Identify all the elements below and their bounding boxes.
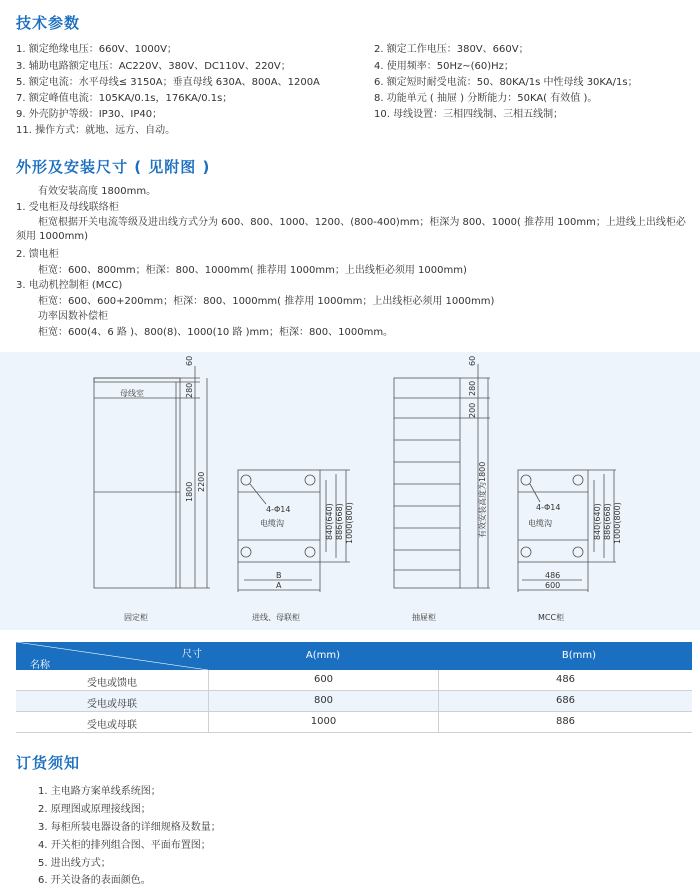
mcc-dim-886: 886(668) [603, 503, 612, 540]
table-row [16, 670, 692, 691]
mcc-dim-840: 840(640) [593, 503, 602, 540]
row-a: 600 [208, 670, 438, 691]
order-item: 6. 开关设备的表面颜色。 [38, 875, 151, 886]
order-item: 3. 每柜所装电器设备的详细规格及数量； [38, 822, 221, 833]
dim-60: 60 [185, 355, 194, 366]
mcc-heading: 3. 电动机控制柜 (MCC) [16, 280, 123, 291]
incoming-cabinet-heading: 1. 受电柜及母线联络柜 [16, 202, 119, 213]
param-3: 3. 辅助电路额定电压：AC220V、380V、DC110V、220V； [16, 61, 291, 72]
header-b: B(mm) [561, 650, 597, 661]
dimension-table [16, 642, 692, 733]
row-name: 受电或母联 [87, 699, 137, 710]
header-size: 尺寸 [182, 649, 202, 660]
row-a: 1000 [208, 712, 438, 733]
mcc-dim-486: 486 [545, 571, 561, 580]
row-b: 886 [438, 712, 692, 733]
pf-comp-heading: 功率因数补偿柜 [38, 311, 108, 322]
param-5: 5. 额定电流：水平母线≤ 3150A；垂直母线 630A、800A、1200A [16, 77, 320, 88]
row-name: 受电或馈电 [87, 678, 137, 689]
param-9: 9. 外壳防护等级：IP30、IP40； [16, 109, 163, 120]
section-title-ordering: 订货须知 [16, 754, 81, 772]
header-a: A(mm) [305, 650, 341, 661]
incoming-cabinet-drawing [238, 470, 354, 622]
dimension-drawings [0, 352, 700, 630]
mcc-dim-1000: 1000(800) [613, 502, 622, 544]
order-item: 4. 开关柜的排列组合图、平面布置图； [38, 840, 211, 851]
row-b: 686 [438, 691, 692, 712]
incoming-dim-A: A [276, 581, 282, 590]
row-name: 受电或母联 [87, 720, 137, 731]
dim-1800: 1800 [185, 481, 194, 502]
incoming-dim-B: B [276, 571, 282, 580]
drawer-cabinet-caption: 抽屉柜 [412, 613, 436, 622]
incoming-dim-1000: 1000(800) [345, 502, 354, 544]
param-7: 7. 额定峰值电流：105KA/0.1s，176KA/0.1s； [16, 93, 233, 104]
mcc-trench-label: 电缆沟 [528, 519, 552, 528]
fixed-cabinet-drawing [94, 356, 210, 622]
section-title-tech-params: 技术参数 [16, 14, 81, 32]
row-b: 486 [438, 670, 692, 691]
header-name: 名称 [30, 660, 50, 671]
drawer-dim-60: 60 [468, 355, 477, 366]
param-4: 4. 使用频率：50Hz~(60)Hz； [374, 61, 514, 72]
param-1: 1. 额定绝缘电压：660V、1000V； [16, 44, 177, 55]
table-header [16, 642, 692, 670]
feeder-desc: 柜宽：600、800mm；柜深：800、1000mm( 推荐用 1000mm；上出线柜必须用 1000mm) [38, 265, 467, 276]
dim-2200: 2200 [197, 471, 206, 492]
order-item: 2. 原理图或原理接线图； [38, 804, 151, 815]
mcc-cabinet-caption: MCC柜 [538, 613, 565, 622]
feeder-heading: 2. 馈电柜 [16, 249, 59, 260]
section-title-dimensions: 外形及安装尺寸 ( 见附图 ) [16, 158, 211, 176]
mcc-hole-label: 4-Φ14 [536, 503, 561, 512]
drawer-height-label: 有效安装高度为1800 [478, 461, 487, 538]
incoming-dim-886: 886(668) [335, 503, 344, 540]
mcc-dim-600: 600 [545, 581, 561, 590]
param-10: 10. 母线设置：三相四线制、三相五线制； [374, 109, 564, 120]
busbar-room-label: 母线室 [120, 389, 144, 398]
incoming-trench-label: 电缆沟 [260, 519, 284, 528]
param-11: 11. 操作方式：就地、远方、自动。 [16, 125, 176, 136]
fixed-cabinet-caption: 固定柜 [124, 613, 148, 622]
row-a: 800 [208, 691, 438, 712]
drawer-dim-280: 280 [468, 380, 477, 396]
table-row [16, 691, 692, 712]
mcc-desc: 柜宽：600、600+200mm；柜深：800、1000mm( 推荐用 1000mm；上出线柜必须用 1000mm) [38, 296, 495, 307]
incoming-cabinet-caption: 进线、母联柜 [252, 613, 300, 622]
table-row [16, 712, 692, 733]
param-6: 6. 额定短时耐受电流：50、80KA/1s 中性母线 30KA/1s； [374, 77, 638, 88]
incoming-dim-840: 840(640) [325, 503, 334, 540]
mcc-cabinet-drawing [518, 470, 622, 622]
install-height: 有效安装高度 1800mm。 [38, 186, 157, 197]
param-2: 2. 额定工作电压：380V、660V； [374, 44, 529, 55]
incoming-cabinet-desc: 柜宽根据开关电流等级及进出线方式分为 600、800、1000、1200、(800-400)mm；柜深为 800、1000( 推荐用 100mm；上进线上出线柜必须用 1000mm) [16, 217, 686, 242]
drawer-cabinet-drawing [394, 356, 490, 622]
incoming-hole-label: 4-Φ14 [266, 505, 291, 514]
order-item: 5. 进出线方式； [38, 858, 111, 869]
drawer-dim-200: 200 [468, 402, 477, 418]
pf-comp-desc: 柜宽：600(4、6 路 )、800(8)、1000(10 路 )mm；柜深：800、1000mm。 [38, 327, 394, 338]
order-item: 1. 主电路方案单线系统图； [38, 786, 161, 797]
dim-280: 280 [185, 382, 194, 398]
param-8: 8. 功能单元 ( 抽屉 ) 分断能力：50KA( 有效值 )。 [374, 93, 598, 104]
